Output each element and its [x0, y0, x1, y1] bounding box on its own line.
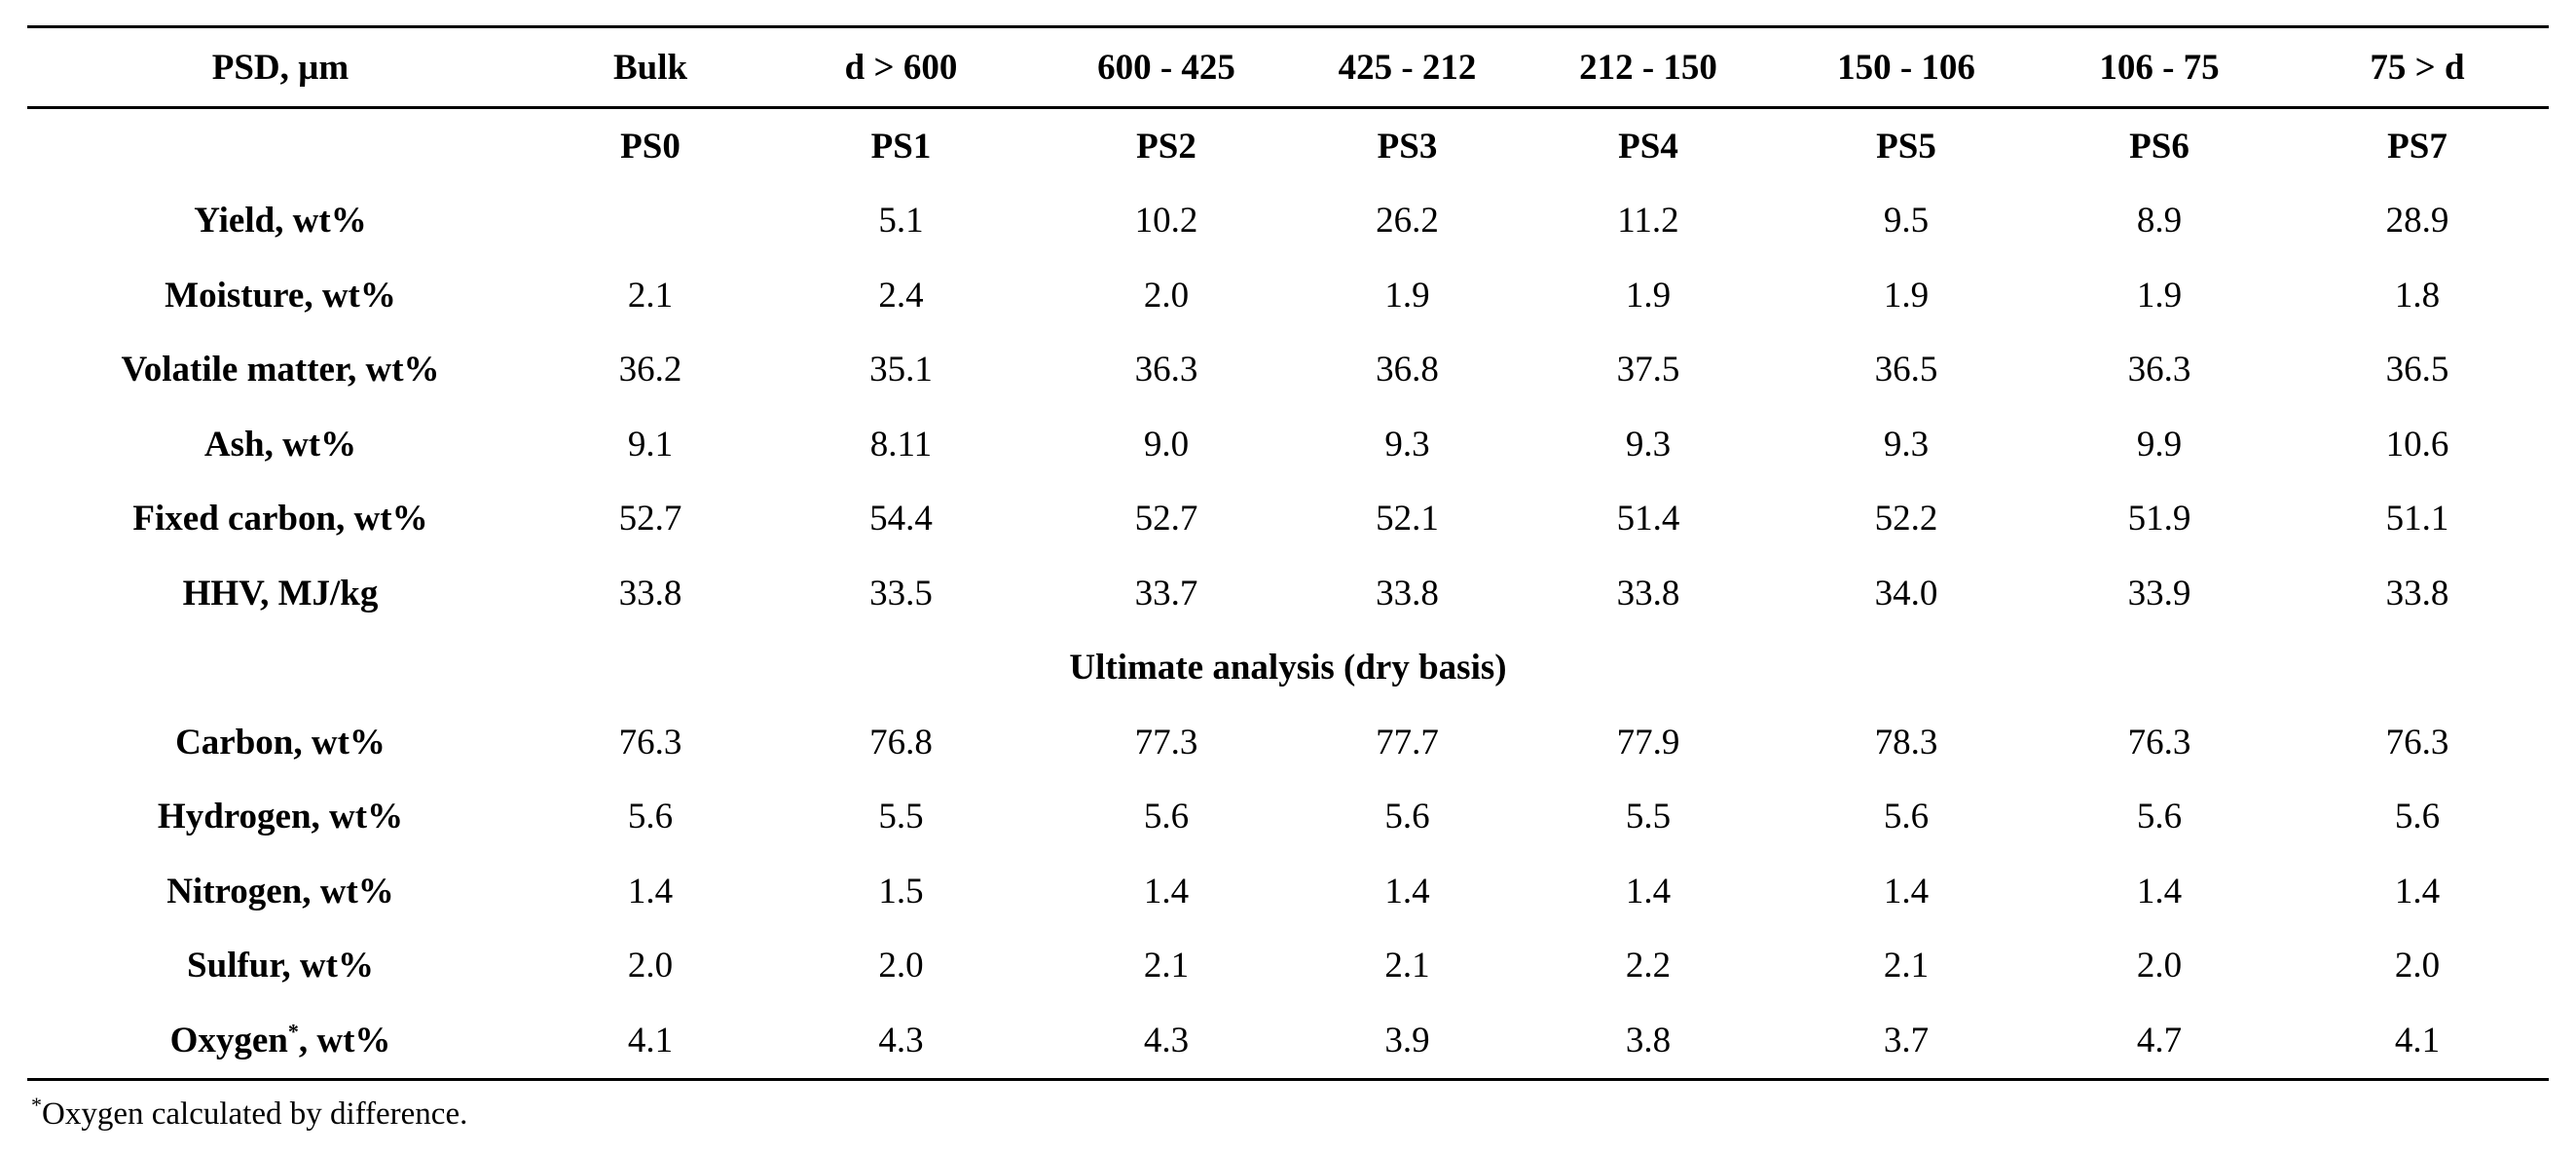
- coal-analysis-table: [27, 25, 2549, 1081]
- column-header: 106 - 75: [2033, 27, 2286, 108]
- table-cell: 2.2: [1625, 946, 1672, 986]
- sample-code-row: [27, 108, 2549, 184]
- table-cell: 36.8: [1376, 350, 1439, 391]
- oxygen-footnote-mark: *: [287, 1019, 299, 1044]
- sample-code: PS4: [1618, 126, 1678, 167]
- table-cell: 76.3: [618, 722, 682, 762]
- column-header: Bulk: [534, 27, 767, 108]
- table-cell: 76.3: [2127, 722, 2191, 762]
- table-cell: 36.3: [1134, 350, 1198, 391]
- row-label: Ash, wt%: [203, 424, 357, 465]
- row-label: Fixed carbon, wt%: [132, 499, 428, 539]
- sample-code: PS5: [1876, 126, 1936, 167]
- table-cell: [534, 184, 767, 259]
- sample-code: PS3: [1377, 126, 1438, 167]
- row-label: Hydrogen, wt%: [157, 797, 404, 837]
- row-label: HHV, MJ/kg: [182, 573, 379, 614]
- table-cell: 28.9: [2385, 201, 2449, 242]
- table-cell: 1.4: [2394, 871, 2441, 911]
- table-cell: 3.8: [1517, 1003, 1780, 1079]
- table-cell: 51.9: [2127, 499, 2191, 539]
- table-cell: 35.1: [869, 350, 933, 391]
- table-row: [27, 780, 2549, 855]
- section-row: [27, 631, 2549, 706]
- table-cell: 52.1: [1376, 499, 1439, 539]
- oxygen-label-suffix: , wt%: [298, 1020, 391, 1060]
- table-cell: 76.8: [869, 722, 933, 762]
- table-cell: 5.5: [878, 797, 924, 837]
- table-cell: 33.5: [869, 573, 933, 614]
- table-cell: 2.0: [1143, 275, 1190, 316]
- table-cell: 37.5: [1616, 350, 1680, 391]
- table-row: [27, 258, 2549, 333]
- footnote: [31, 1093, 468, 1133]
- table-cell: 36.5: [2385, 350, 2449, 391]
- table-cell: 9.1: [627, 424, 674, 465]
- table-cell: 5.6: [627, 797, 674, 837]
- table-cell: 5.1: [878, 201, 924, 242]
- sample-code: PS0: [620, 126, 681, 167]
- oxygen-label-prefix: Oxygen: [169, 1020, 288, 1060]
- table-header-row: [27, 27, 2549, 108]
- table-cell: 76.3: [2385, 722, 2449, 762]
- table-cell: 4.3: [1035, 1003, 1298, 1079]
- table-cell: 10.2: [1134, 201, 1198, 242]
- table-cell: 9.5: [1883, 201, 1930, 242]
- table-cell: 5.6: [2136, 797, 2183, 837]
- sample-code: PS7: [2387, 126, 2447, 167]
- row-label: Volatile matter, wt%: [121, 350, 440, 391]
- row-label: Carbon, wt%: [175, 722, 386, 762]
- column-header: 600 - 425: [1035, 27, 1298, 108]
- table-cell: 1.5: [878, 871, 924, 911]
- table-cell: 5.6: [2394, 797, 2441, 837]
- table-cell: 5.6: [1143, 797, 1190, 837]
- table-row-oxygen: [27, 1003, 2549, 1079]
- sample-code: PS6: [2129, 126, 2190, 167]
- table-cell: 1.4: [627, 871, 674, 911]
- table-cell: 9.3: [1384, 424, 1430, 465]
- table-cell: 2.0: [2136, 946, 2183, 986]
- table-cell: 77.3: [1134, 722, 1198, 762]
- table-cell: 2.1: [1883, 946, 1930, 986]
- table-cell: 1.8: [2394, 275, 2441, 316]
- table-row: [27, 854, 2549, 929]
- table-cell: 5.5: [1625, 797, 1672, 837]
- table-cell: 9.9: [2136, 424, 2183, 465]
- table-cell: 2.0: [627, 946, 674, 986]
- table-cell: 1.9: [2136, 275, 2183, 316]
- table-cell: 52.7: [1134, 499, 1198, 539]
- table-cell: 8.9: [2136, 201, 2183, 242]
- column-header: d > 600: [767, 27, 1035, 108]
- table-cell: 8.11: [869, 424, 933, 465]
- table-cell: 51.4: [1616, 499, 1680, 539]
- table-cell: 1.4: [1625, 871, 1672, 911]
- table-cell: 33.8: [1616, 573, 1680, 614]
- table-cell: 9.0: [1143, 424, 1190, 465]
- table-cell: 1.9: [1384, 275, 1430, 316]
- table-cell: 4.1: [2286, 1003, 2549, 1079]
- table-cell: 78.3: [1874, 722, 1938, 762]
- row-label: Yield, wt%: [194, 201, 367, 242]
- table-cell: 1.4: [2136, 871, 2183, 911]
- table-cell: 1.9: [1625, 275, 1672, 316]
- table-cell: 1.4: [1384, 871, 1430, 911]
- row-label: Sulfur, wt%: [187, 946, 374, 986]
- table-cell: 36.5: [1874, 350, 1938, 391]
- table-row: [27, 705, 2549, 780]
- table-cell: 3.9: [1298, 1003, 1517, 1079]
- table-row: [27, 407, 2549, 482]
- column-header: 75 > d: [2286, 27, 2549, 108]
- table-cell: 11.2: [1617, 201, 1679, 242]
- footnote-text: Oxygen calculated by difference.: [42, 1097, 468, 1132]
- column-header: 425 - 212: [1298, 27, 1517, 108]
- table-cell: 3.7: [1780, 1003, 2033, 1079]
- table-cell: 51.1: [2385, 499, 2449, 539]
- table-cell: 2.1: [1143, 946, 1190, 986]
- table-cell: 4.3: [767, 1003, 1035, 1079]
- row-label: Moisture, wt%: [165, 275, 396, 316]
- table-row: [27, 184, 2549, 259]
- table-cell: 4.1: [534, 1003, 767, 1079]
- table-cell: 77.7: [1376, 722, 1439, 762]
- row-label: [27, 1003, 534, 1079]
- table-cell: 52.7: [618, 499, 682, 539]
- empty-cell: [27, 108, 534, 184]
- psd-header: PSD, µm: [27, 27, 534, 108]
- table-cell: 5.6: [1384, 797, 1430, 837]
- table-cell: 9.3: [1625, 424, 1672, 465]
- section-title: Ultimate analysis (dry basis): [1069, 648, 1507, 688]
- table-cell: 36.2: [618, 350, 682, 391]
- sample-code: PS2: [1136, 126, 1196, 167]
- table-cell: 4.7: [2033, 1003, 2286, 1079]
- data-table-container: [27, 25, 2549, 1081]
- sample-code: PS1: [870, 126, 932, 167]
- table-cell: 52.2: [1874, 499, 1938, 539]
- table-row: [27, 556, 2549, 631]
- table-cell: 9.3: [1883, 424, 1930, 465]
- table-cell: 26.2: [1376, 201, 1439, 242]
- table-cell: 2.0: [878, 946, 924, 986]
- footnote-mark: *: [31, 1093, 42, 1117]
- table-cell: 54.4: [869, 499, 933, 539]
- column-header: 212 - 150: [1517, 27, 1780, 108]
- table-cell: 36.3: [2127, 350, 2191, 391]
- table-cell: 33.9: [2127, 573, 2191, 614]
- table-cell: 10.6: [2385, 424, 2449, 465]
- table-cell: 1.4: [1143, 871, 1190, 911]
- table-row: [27, 333, 2549, 408]
- table-cell: 2.1: [1384, 946, 1430, 986]
- column-header: 150 - 106: [1780, 27, 2033, 108]
- row-label: Nitrogen, wt%: [166, 871, 394, 911]
- table-cell: 2.4: [878, 275, 924, 316]
- table-cell: 2.0: [2394, 946, 2441, 986]
- table-cell: 2.1: [627, 275, 674, 316]
- table-row: [27, 929, 2549, 1004]
- table-body: [27, 108, 2549, 1080]
- table-cell: 33.8: [618, 573, 682, 614]
- table-cell: 1.9: [1883, 275, 1930, 316]
- table-row: [27, 482, 2549, 557]
- table-cell: 33.8: [2385, 573, 2449, 614]
- table-cell: 34.0: [1874, 573, 1938, 614]
- table-cell: 77.9: [1616, 722, 1680, 762]
- table-cell: 33.7: [1134, 573, 1198, 614]
- table-cell: 5.6: [1883, 797, 1930, 837]
- table-cell: 33.8: [1376, 573, 1439, 614]
- table-cell: 1.4: [1883, 871, 1930, 911]
